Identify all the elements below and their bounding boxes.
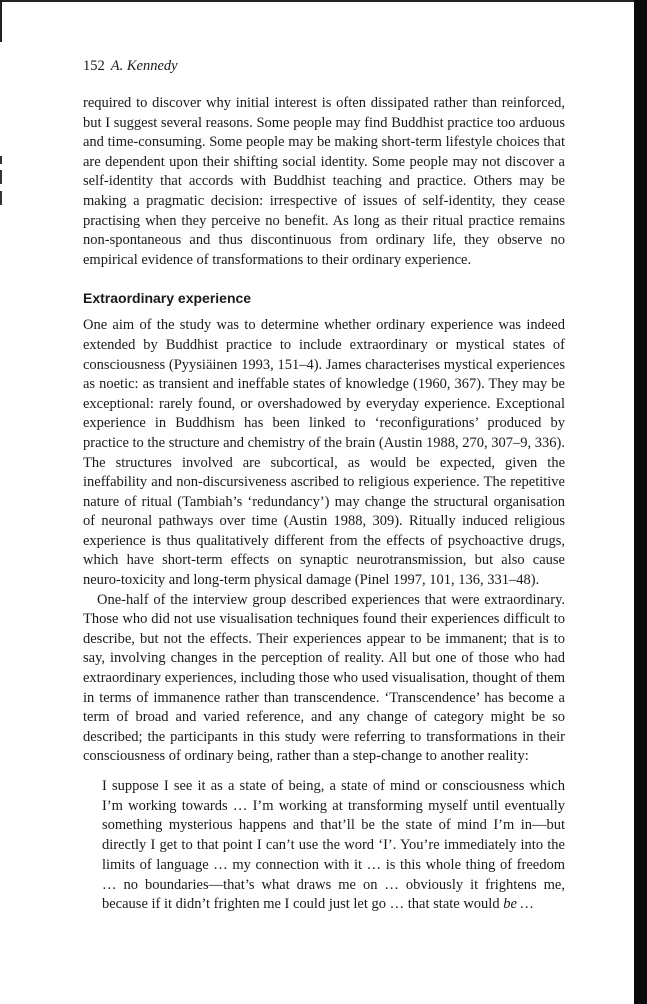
running-head	[83, 56, 565, 76]
scan-margin-mark	[0, 191, 2, 205]
interview-quote	[102, 777, 565, 915]
scan-right-edge	[634, 0, 647, 1004]
running-head-author: A. Kennedy	[110, 58, 178, 74]
scan-margin-mark	[0, 156, 2, 164]
left-edge-rule	[0, 0, 2, 42]
section-heading: Extraordinary experience	[83, 290, 252, 307]
scan-margin-mark	[0, 170, 2, 184]
paragraph: One-half of the interview group described experiences that were extraordinary. Those who did not use visualisation techniques found their experiences difficult to describe, but not the effects. Their experiences appear to be immanent; that is to say, involving changes in the perception of reality. All but one of those who had extraordinary experiences, including those who used visualisation, thought of them in terms of immanence rather than transcendence. ‘Transcendence’ has become a term of broad and varied reference, and any change of category might be so described; the participants in this study were referring to transformations in their consciousness of ordinary being, rather than a step-change to another reality:	[83, 591, 566, 765]
quote-emphasis: be …	[503, 896, 534, 913]
paragraph: required to discover why initial interest is often dissipated rather than reinforced, but I suggest several reasons. Some people may find Buddhist practice too arduous and time-consuming. Some people may be making short-term lifestyle choices that are dependent upon their shifting social identity. Some people may not discover a self-identity that accords with Buddhist teaching and practice. Others may be making a pragmatic decision: irrespective of issues of self-identity, they cease practising when they perceive no benefit. As long as their ritual practice remains non-spontaneous and thus discontinuous from ordinary life, they observe no empirical evidence of transformations to their ordinary experience.	[83, 95, 565, 268]
paragraph: One aim of the study was to determine whether ordinary experience was indeed extended by Buddhist practice to include extraordinary or mystical states of consciousness (Pyysiäinen 1993, 151–4). James characterises mystical experiences as noetic: as transient and ineffable states of knowledge (1960, 367). They may be exceptional: rarely found, or overshadowed by everyday experience. Exceptional experience in Buddhism has been linked to ‘reconfigurations’ produced by practice to the structure and chemistry of the brain (Austin 1988, 270, 307–9, 336). The structures involved are subcortical, as would be expected, given the ineffability and non-discursiveness ascribed to religious experience. The repetitive nature of ritual (Tambiah’s ‘redundancy’) may change the structural organisation of neuronal pathways over time (Austin 1988, 309). Ritually induced religious experience is thus qualitatively different from the effects of psychoactive drugs, which have short-term effects on synaptic neurotransmission, but also cause neuro-toxicity and long-term physical damage (Pinel 1997, 101, 136, 331–48).	[83, 317, 566, 589]
quote-text: I suppose I see it as a state of being, a state of mind or consciousness which I’m working towards … I’m working at transforming myself until eventually something mysterious happens and that’ll be the state of mind I’m in—but directly I get to that point I can’t use the word ‘I’. You’re immediately into the limits of language … my connection with it … is this whole thing of freedom … no boundaries—that’s what draws me on … obviously it frightens me, because if it didn’t frighten me I could just let go … that state would	[102, 778, 565, 913]
book-page	[83, 56, 565, 915]
top-edge-rule	[0, 0, 647, 2]
quote-paragraph	[102, 777, 565, 915]
page-number: 152	[83, 58, 105, 74]
